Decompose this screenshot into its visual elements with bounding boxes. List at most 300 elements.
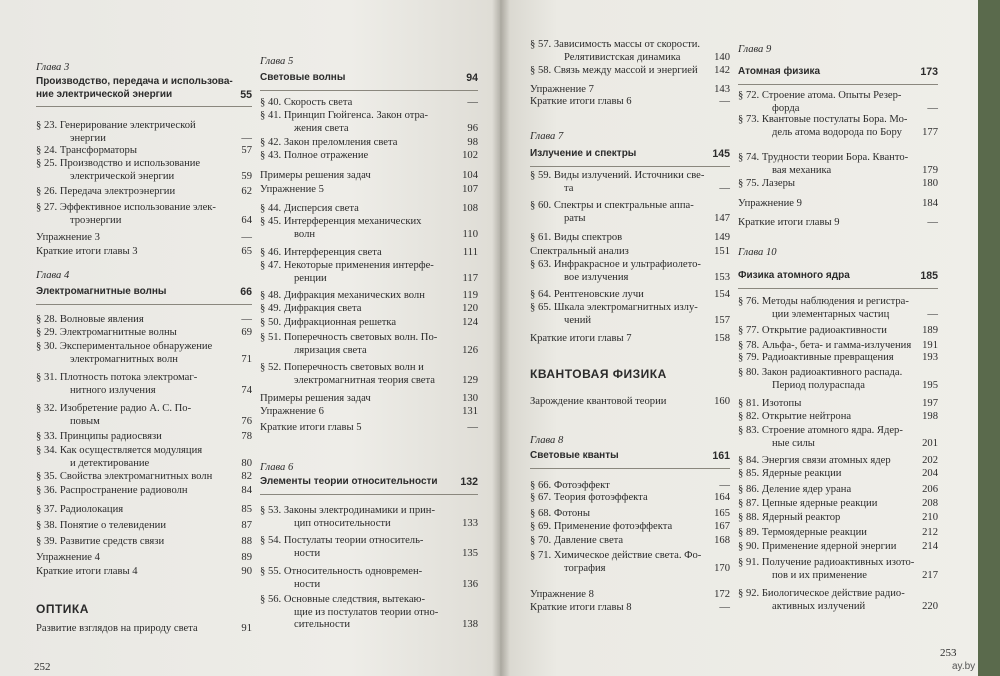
toc-item (36, 341, 252, 366)
toc-item (738, 367, 938, 392)
chapter-label (260, 462, 478, 475)
entry-line: Релятивистская динамика (564, 51, 681, 63)
entry-text (530, 521, 730, 534)
entry-line: § 24. Трансформаторы (36, 145, 137, 156)
toc-item (260, 303, 478, 316)
toc-item (530, 39, 730, 64)
toc-item (530, 96, 730, 109)
page-ref: 161 (712, 450, 730, 462)
entry-line: § 45. Интерференция механических (260, 216, 422, 227)
page-ref: 136 (462, 578, 478, 590)
entry-text (260, 505, 478, 530)
toc-item (36, 145, 252, 158)
entry-line: Краткие итоги главы 4 (36, 566, 138, 577)
entry-line: Глава 9 (738, 44, 772, 55)
page-ref: 208 (922, 498, 938, 509)
page-ref: 55 (240, 88, 252, 101)
entry-text (36, 566, 252, 579)
page-ref: 130 (462, 393, 478, 404)
entry-line: Зарождение квантовой теории (530, 396, 667, 407)
entry-line: § 55. Относительность одновремен- (260, 566, 423, 577)
toc-item (738, 352, 938, 365)
page-ref: — (241, 314, 252, 325)
toc-item (530, 333, 730, 346)
entry-text (530, 246, 730, 259)
entry-line: § 67. Теория фотоэффекта (530, 492, 648, 503)
toc-item (738, 178, 938, 191)
page-ref: — (719, 182, 730, 194)
toc-item (530, 200, 730, 225)
page-ref: 204 (922, 468, 938, 479)
toc-item (738, 325, 938, 338)
entry-text (36, 270, 252, 283)
toc-item (530, 65, 730, 78)
entry-text (738, 398, 938, 411)
toc-item (738, 527, 938, 540)
toc-item (36, 158, 252, 183)
entry-text (530, 602, 730, 615)
entry-line: § 80. Закон радиоактивного распада. (738, 367, 903, 378)
entry-text (738, 114, 938, 139)
entry-text (36, 485, 252, 498)
toc-item (738, 90, 938, 115)
entry-line: активных излучений (772, 600, 866, 612)
entry-text (530, 39, 730, 64)
entry-line: Излучение и спектры (530, 148, 637, 159)
entry-line: Световые кванты (530, 450, 619, 461)
entry-text (260, 137, 478, 150)
entry-line: § 77. Открытие радиоактивности (738, 325, 887, 336)
page-ref: 64 (241, 214, 252, 226)
chapter-title (530, 148, 730, 161)
entry-line: энергии (70, 132, 106, 144)
entry-line: Глава 3 (36, 62, 70, 73)
page-ref: 108 (462, 203, 478, 214)
entry-line: § 48. Дифракция механических волн (260, 290, 425, 301)
entry-text (530, 148, 730, 161)
page-ref: 195 (922, 379, 938, 391)
entry-line: § 58. Связь между массой и энергией (530, 65, 698, 76)
entry-line: § 66. Фотоэффект (530, 480, 610, 491)
page-ref: — (719, 602, 730, 613)
page-ref: — (467, 422, 478, 433)
entry-line: § 56. Основные следствия, вытекаю- (260, 594, 425, 605)
entry-text (36, 445, 252, 470)
entry-line: Упражнение 5 (260, 184, 324, 195)
page-ref: 102 (462, 150, 478, 161)
entry-text (530, 131, 730, 144)
entry-line: ляризация света (294, 344, 367, 356)
page-ref: 119 (462, 290, 478, 301)
page-ref: 107 (462, 184, 478, 195)
entry-line: § 69. Применение фотоэффекта (530, 521, 673, 532)
divider (36, 106, 252, 107)
toc-item (36, 120, 252, 145)
entry-line: волн (294, 228, 316, 240)
page-ref: 91 (241, 623, 252, 634)
page-ref: 158 (714, 333, 730, 344)
entry-text (260, 72, 478, 85)
entry-text (530, 289, 730, 302)
entry-text (738, 198, 938, 211)
entry-line: Упражнение 4 (36, 552, 100, 563)
divider (530, 166, 730, 167)
toc-item (260, 216, 478, 241)
entry-line: ренции (294, 272, 327, 284)
entry-text (530, 96, 730, 109)
toc-item (36, 485, 252, 498)
page-ref: 170 (714, 562, 730, 574)
entry-line: § 92. Биологическое действие радио- (738, 588, 905, 599)
entry-line: § 40. Скорость света (260, 97, 353, 108)
entry-text (36, 186, 252, 199)
toc-item (36, 536, 252, 549)
page-ref: 124 (462, 317, 478, 328)
entry-line: электромагнитная теория света (294, 374, 435, 386)
entry-text (738, 411, 938, 424)
page-ref: 143 (714, 84, 730, 95)
entry-text (260, 110, 478, 135)
entry-text (530, 396, 730, 409)
entry-line: § 75. Лазеры (738, 178, 796, 189)
toc-item (738, 468, 938, 481)
divider (260, 494, 478, 495)
entry-line: вое излучения (564, 271, 629, 283)
page-ref: 160 (714, 396, 730, 407)
entry-line: § 84. Энергия связи атомных ядер (738, 455, 891, 466)
entry-text (36, 62, 252, 75)
entry-text (36, 431, 252, 444)
toc-item (36, 202, 252, 227)
entry-line: тография (564, 562, 606, 574)
entry-text (260, 247, 478, 260)
entry-line: § 41. Принцип Гюйгенса. Закон отра- (260, 110, 429, 121)
entry-text (738, 296, 938, 321)
entry-text (738, 325, 938, 338)
entry-text (738, 152, 938, 177)
part-title (530, 368, 730, 381)
entry-text (530, 450, 730, 463)
toc-item (260, 290, 478, 303)
page-ref: 111 (462, 247, 478, 258)
entry-line: § 25. Производство и использование (36, 158, 201, 169)
entry-line: Глава 8 (530, 435, 564, 446)
page-ref: 117 (462, 272, 478, 284)
entry-line: та (564, 182, 574, 194)
entry-text (738, 527, 938, 540)
entry-line: Элементы теории относительности (260, 476, 438, 487)
entry-line: § 33. Принципы радиосвязи (36, 431, 162, 442)
entry-text (36, 372, 252, 397)
entry-line: жения света (294, 122, 349, 134)
toc-item (260, 422, 478, 435)
entry-text (738, 588, 938, 613)
entry-text (36, 341, 252, 366)
entry-text (530, 170, 730, 195)
entry-line: щие из постулатов теории отно- (294, 606, 439, 618)
toc-item (738, 296, 938, 321)
toc-item (530, 508, 730, 521)
page-ref: 94 (466, 72, 478, 84)
toc-item (36, 372, 252, 397)
entry-line: § 85. Ядерные реакции (738, 468, 842, 479)
entry-line: дель атома водорода по Бору (772, 126, 902, 138)
entry-text (530, 200, 730, 225)
toc-item (530, 170, 730, 195)
divider (738, 288, 938, 289)
page-ref: 145 (712, 148, 730, 160)
page-ref: 189 (922, 325, 938, 336)
entry-line: § 49. Дифракция света (260, 303, 362, 314)
page-ref: 88 (241, 536, 252, 547)
toc-item (260, 137, 478, 150)
chapter-label (36, 270, 252, 283)
divider (260, 90, 478, 91)
entry-line: § 60. Спектры и спектральные аппа- (530, 200, 694, 211)
entry-line: ности (294, 547, 321, 559)
entry-line: Упражнение 7 (530, 84, 594, 95)
page-ref: 57 (241, 145, 252, 156)
page-ref: 76 (241, 415, 252, 427)
page-ref: 179 (922, 164, 938, 176)
entry-text (738, 541, 938, 554)
page-ref: 132 (460, 476, 478, 488)
page-ref: 168 (714, 535, 730, 546)
entry-text (260, 97, 478, 110)
entry-line: Световые волны (260, 72, 346, 83)
entry-line: Краткие итоги главы 7 (530, 333, 632, 344)
entry-line: Краткие итоги главы 5 (260, 422, 362, 433)
toc-item (738, 217, 938, 230)
entry-line: нитного излучения (70, 384, 156, 396)
entry-line: Глава 6 (260, 462, 294, 473)
divider (738, 84, 938, 85)
entry-line: ОПТИКА (36, 602, 89, 616)
chapter-label (530, 435, 730, 448)
page-ref: 154 (714, 289, 730, 300)
entry-line: § 53. Законы электродинамики и прин- (260, 505, 436, 516)
entry-line: § 86. Деление ядер урана (738, 484, 852, 495)
entry-line: § 43. Полное отражение (260, 150, 369, 161)
page-ref: 167 (714, 521, 730, 532)
entry-text (36, 314, 252, 327)
entry-text (738, 468, 938, 481)
toc-item (36, 445, 252, 470)
entry-line: § 23. Генерирование электрической (36, 120, 196, 131)
entry-line: § 68. Фотоны (530, 508, 590, 519)
toc-item (530, 602, 730, 615)
page-ref: 84 (241, 485, 252, 496)
entry-line: § 63. Инфракрасное и ультрафиолето- (530, 259, 701, 270)
toc-item (260, 260, 478, 285)
chapter-title (260, 72, 478, 85)
entry-line: § 89. Термоядерные реакции (738, 527, 867, 538)
divider (36, 304, 252, 305)
entry-text (530, 232, 730, 245)
page-number-right: 253 (940, 647, 957, 659)
entry-text (260, 393, 478, 406)
entry-text (36, 286, 252, 299)
entry-text (738, 484, 938, 497)
entry-line: § 65. Шкала электромагнитных излу- (530, 302, 698, 313)
entry-line: § 83. Строение атомного ядра. Ядер- (738, 425, 903, 436)
entry-line: Развитие взглядов на природу света (36, 623, 198, 634)
toc-item (260, 317, 478, 330)
entry-line: Глава 7 (530, 131, 564, 142)
toc-item (36, 504, 252, 517)
page-ref: 126 (462, 344, 478, 356)
toc-item (738, 152, 938, 177)
toc-item (260, 150, 478, 163)
page-ref: 147 (714, 212, 730, 224)
entry-line: Примеры решения задач (260, 170, 371, 181)
toc-item (738, 114, 938, 139)
entry-line: § 36. Распространение радиоволн (36, 485, 188, 496)
entry-line: вая механика (772, 164, 832, 176)
entry-text (260, 362, 478, 387)
entry-text (738, 557, 938, 582)
entry-line: § 28. Волновые явления (36, 314, 144, 325)
toc-item (738, 455, 938, 468)
entry-line: Глава 10 (738, 247, 777, 258)
page-ref: — (467, 97, 478, 108)
chapter-title (36, 286, 252, 299)
entry-text (530, 435, 730, 448)
page-ref: 202 (922, 455, 938, 466)
entry-line: § 61. Виды спектров (530, 232, 623, 243)
toc-item (36, 246, 252, 259)
entry-text (530, 302, 730, 327)
page-ref: 74 (241, 384, 252, 396)
part-title (36, 603, 252, 616)
entry-text (738, 178, 938, 191)
chapter-label (738, 247, 938, 260)
entry-text (530, 368, 730, 381)
toc-item (530, 246, 730, 259)
entry-text (738, 217, 938, 230)
chapter-title (260, 476, 478, 489)
entry-text (36, 246, 252, 259)
entry-text (36, 504, 252, 517)
toc-item (260, 97, 478, 110)
entry-line: § 50. Дифракционная решетка (260, 317, 397, 328)
entry-line: § 64. Рентгеновские лучи (530, 289, 644, 300)
toc-item (36, 471, 252, 484)
entry-line: § 81. Изотопы (738, 398, 802, 409)
toc-item (738, 541, 938, 554)
page-ref: — (719, 480, 730, 491)
entry-line: § 72. Строение атома. Опыты Резер- (738, 90, 902, 101)
page-ref: 90 (241, 566, 252, 577)
entry-text (530, 589, 730, 602)
entry-text (260, 150, 478, 163)
toc-item (738, 398, 938, 411)
entry-line: и детектирование (70, 457, 150, 469)
toc-item (36, 520, 252, 533)
entry-text (530, 65, 730, 78)
page-ref: 85 (241, 504, 252, 515)
page-ref: 210 (922, 512, 938, 523)
page-ref: 191 (922, 340, 938, 351)
entry-text (36, 536, 252, 549)
entry-text (36, 327, 252, 340)
toc-item (530, 589, 730, 602)
entry-text (530, 333, 730, 346)
chapter-title (738, 270, 938, 283)
entry-line: ные силы (772, 437, 815, 449)
chapter-label (738, 44, 938, 57)
toc-item (260, 110, 478, 135)
entry-text (36, 603, 252, 616)
entry-line: § 79. Радиоактивные превращения (738, 352, 894, 363)
toc-item (36, 232, 252, 245)
entry-text (530, 550, 730, 575)
page-ref: — (241, 232, 252, 243)
entry-line: ние электрической энергии (36, 88, 173, 100)
entry-line: цип относительности (294, 517, 391, 529)
toc-item (530, 492, 730, 505)
toc-item (260, 505, 478, 530)
page-ref: 62 (241, 186, 252, 197)
book-gutter (492, 0, 510, 676)
entry-line: Краткие итоги главы 9 (738, 217, 840, 228)
entry-line: сительности (294, 619, 351, 630)
page-ref: — (719, 96, 730, 107)
entry-text (260, 406, 478, 419)
toc-item (530, 550, 730, 575)
toc-item (36, 314, 252, 327)
toc-item (530, 521, 730, 534)
entry-line: чений (564, 314, 592, 326)
entry-line: Физика атомного ядра (738, 270, 850, 281)
page-ref: 96 (467, 122, 478, 134)
entry-text (738, 367, 938, 392)
entry-line: § 82. Открытие нейтрона (738, 411, 852, 422)
entry-text (738, 44, 938, 57)
toc-item (738, 498, 938, 511)
entry-line: § 47. Некоторые применения интерфе- (260, 260, 434, 271)
entry-line: § 73. Квантовые постулаты Бора. Мо- (738, 114, 908, 125)
page-ref: 201 (922, 437, 938, 449)
entry-line: Краткие итоги главы 6 (530, 96, 632, 107)
entry-text (260, 332, 478, 357)
entry-text (260, 203, 478, 216)
entry-text (530, 84, 730, 97)
entry-text (36, 403, 252, 428)
entry-line: электромагнитных волн (70, 353, 178, 365)
entry-line: § 35. Свойства электромагнитных волн (36, 471, 213, 482)
toc-item (738, 198, 938, 211)
entry-text (260, 184, 478, 197)
toc-item (738, 484, 938, 497)
entry-text (36, 232, 252, 245)
page-ref: 135 (462, 547, 478, 559)
watermark: ay.by (952, 661, 976, 672)
toc-item (36, 431, 252, 444)
toc-item (738, 588, 938, 613)
toc-item (738, 512, 938, 525)
entry-line: Упражнение 8 (530, 589, 594, 600)
page-ref: 120 (462, 303, 478, 314)
entry-line: раты (564, 212, 586, 224)
entry-line: § 59. Виды излучений. Источники све- (530, 170, 705, 181)
page-ref: 164 (714, 492, 730, 503)
entry-text (530, 259, 730, 284)
page-ref: 129 (462, 374, 478, 386)
page-ref: 153 (714, 271, 730, 283)
entry-text (36, 76, 252, 101)
entry-line: Атомная физика (738, 66, 821, 77)
